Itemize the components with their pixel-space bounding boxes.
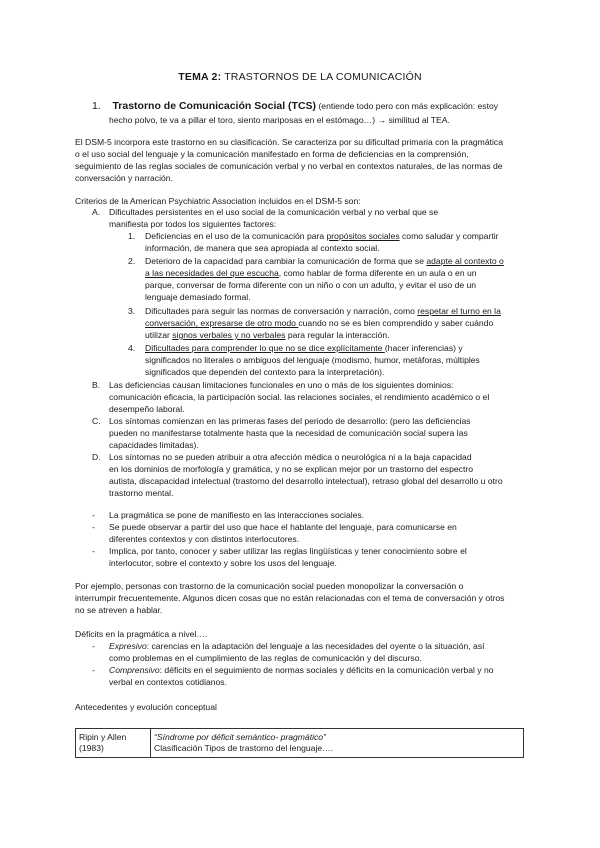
sub3-text: Dificultades para seguir las normas de conversación y narración, como respetar el turno en la (145, 306, 501, 316)
criterion-d-text: autista, discapacidad intelectual (trastorno del desarrollo intelectual), retraso global del desarrollo u otro (109, 476, 503, 486)
criterion-letter: C. (92, 416, 101, 426)
deficit-expresivo: como problemas en el cumplimiento de las reglas de comunicación y del discurso. (109, 653, 422, 663)
criterion-d-text: en los dominios de morfología y gramática, y no se explican mejor por un trastorno del espectro (109, 464, 473, 474)
criterion-c-text: pueden no manifestarse totalmente hasta que la necesidad de comunicación social supera las (109, 428, 468, 438)
criteria-intro: Criterios de la American Psychiatric Association incluidos en el DSM-5 son: (75, 196, 361, 206)
criterion-d-text: trastorno mental. (109, 488, 174, 498)
antecedents-title: Antecedentes y evolución conceptual (75, 702, 217, 712)
criterion-c-text: Los síntomas comienzan en las primeras fases del periodo de desarrollo: (pero las deficiencias (109, 416, 471, 426)
page-title: TEMA 2: TRASTORNOS DE LA COMUNICACIÓN (178, 71, 422, 83)
criterion-b-text: comunicación eficacia, la participación social. las relaciones sociales, el rendimiento académico o el (109, 392, 490, 402)
sub2-text: parque, conversar de forma diferente con un niño o con un adulto, y evitar el uso de un (145, 280, 477, 290)
sub4-text: Dificultades para comprender lo que no se dice explícitamente (hacer inferencias) y (145, 343, 463, 353)
example-line: Por ejemplo, personas con trastorno de la comunicación social pueden monopolizar la conversación o (75, 581, 464, 591)
criterion-letter: A. (92, 207, 101, 217)
deficit-comprensivo: verbal en contextos cotidianos. (109, 677, 227, 687)
example-line: no se atreven a hablar. (75, 605, 163, 615)
table-row (76, 729, 524, 758)
table-cell-description: “Síndrome por déficit semántico- pragmático” Clasificación Tipos de trastorno del lenguaje…. (151, 729, 524, 758)
criterion-letter: D. (92, 452, 101, 462)
sub-number: 4. (128, 343, 136, 353)
intro-line: seguimiento de las reglas sociales de comunicación verbal y no verbal en contextos naturales, de las normas de (75, 161, 503, 171)
bullet-text: Se puede observar a partir del uso que hace el hablante del lenguaje, para comunicarse en (109, 522, 457, 532)
intro-line: El DSM-5 incorpora este trastorno en su clasificación. Se caracteriza por su dificultad primaria con la pragmática (75, 137, 503, 147)
sub4-text: significados que dependen del contexto para la interpretación). (145, 367, 385, 377)
deficit-comprensivo: Comprensivo: déficits en el seguimiento de normas sociales y déficits en la comunicación verbal y no (109, 665, 494, 675)
criterion-letter: B. (92, 380, 101, 390)
bullet-dash: - (92, 510, 95, 520)
bullet-text: interlocutor, sobre el contexto y sobre los usos del lenguaje. (109, 558, 337, 568)
intro-line: o el uso social del lenguaje y la comunicación manifestado en forma de deficiencias en la comprensión, (75, 149, 469, 159)
sub2-text: lenguaje demasiado formal. (145, 292, 251, 302)
criterion-c-text: capacidades limitadas). (109, 440, 199, 450)
bullet-text: diferentes contextos y con distintos interlocutores. (109, 534, 300, 544)
deficit-expresivo: Expresivo: carencias en la adaptación del lenguaje a las necesidades del oyente o la situación, así (109, 641, 485, 651)
criterion-a-text: manifiesta por todos los siguientes factores: (109, 219, 277, 229)
sub3-text: conversación, expresarse de otro modo cuando no se es bien comprendido y saber cuándo (145, 318, 494, 328)
bullet-text: La pragmática se pone de manifiesto en las interacciones sociales. (109, 510, 365, 520)
example-line: interrumpir frecuentemente. Algunos dicen cosas que no están relacionadas con el tema de conversación y otros (75, 593, 505, 603)
deficits-title: Déficits en la pragmática a nivel…. (75, 629, 208, 639)
sub2-text: a las necesidades del que escucha, como hablar de forma diferente en un aula o en un (145, 268, 477, 278)
criterion-d-text: Los síntomas no se pueden atribuir a otra afección médica o neurológica ni a la baja capacidad (109, 452, 472, 462)
criterion-b-text: Las deficiencias causan limitaciones funcionales en uno o más de los siguientes dominios: (109, 380, 454, 390)
criterion-a-text: Dificultades persistentes en el uso social de la comunicación verbal y no verbal que se (109, 207, 439, 217)
bullet-text: Implica, por tanto, conocer y saber utilizar las reglas lingüísticas y tener conocimiento sobre el (109, 546, 467, 556)
bullet-dash: - (92, 665, 95, 675)
section-heading: 1. Trastorno de Comunicación Social (TCS) (entiende todo pero con más explicación: estoy (92, 100, 499, 112)
sub3-text: utilizar signos verbales y no verbales para regular la interacción. (145, 330, 390, 340)
table-cell-author: Ripin y Allen (1983) (76, 729, 151, 758)
sub1-text: Deficiencias en el uso de la comunicación para propósitos sociales como saludar y compartir (145, 231, 499, 241)
intro-line: conversación y narración. (75, 173, 173, 183)
sub1-text: información, de manera que sea apropiada al contexto social. (145, 243, 380, 253)
bullet-dash: - (92, 546, 95, 556)
antecedents-table (75, 728, 524, 758)
bullet-dash: - (92, 641, 95, 651)
bullet-dash: - (92, 522, 95, 532)
sub-number: 1. (128, 231, 136, 241)
sub-number: 3. (128, 306, 136, 316)
sub-number: 2. (128, 256, 136, 266)
sub4-text: significados no literales o ambiguos del lenguaje (modismo, humor, metáforas, múltiples (145, 355, 480, 365)
section-heading-note: hecho polvo, te va a pillar el toro, siento mariposas en el estómago…) → similitud al TEA. (109, 115, 450, 125)
criterion-b-text: desempeño laboral. (109, 404, 185, 414)
sub2-text: Deterioro de la capacidad para cambiar la comunicación de forma que se adapte al contexto o (145, 256, 504, 266)
